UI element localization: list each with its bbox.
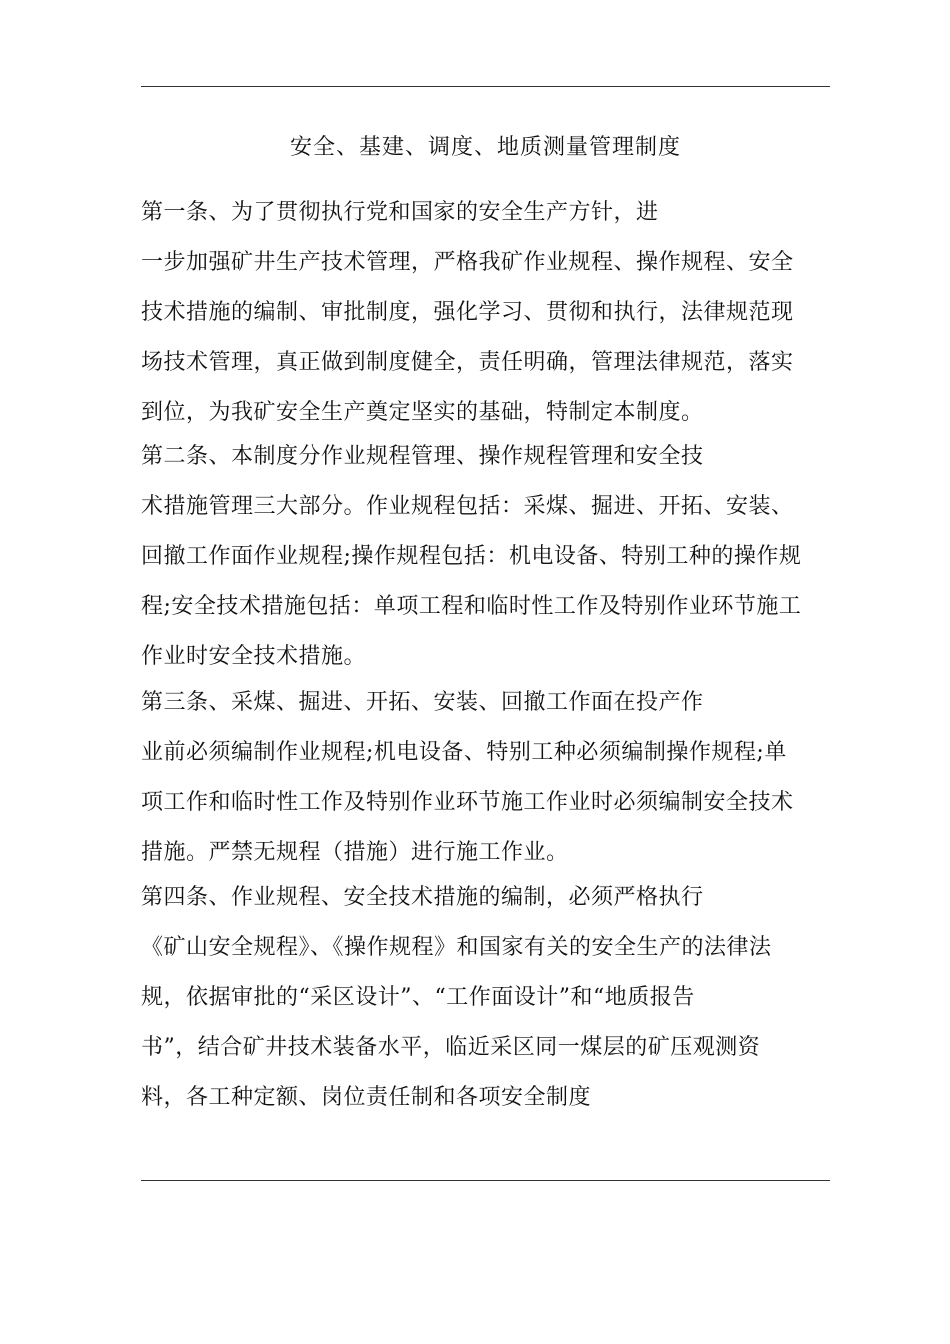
footer-rule (141, 1180, 830, 1181)
paragraph-article-3: 第三条、采煤、掘进、开拓、安装、回撤工作面在投产作 业前必须编制作业规程;机电设备、特别工种必须编制操作规程;单 项工作和临时性工作及特别作业环节施工作业时必须编制安全技术 措施。严禁无规程（措施）进行施工作业。 (141, 690, 794, 865)
paragraph-article-4: 第四条、作业规程、安全技术措施的编制，必须严格执行 《矿山安全规程》、《操作规程》和国家有关的安全生产的法律法 规，依据审批的“采区设计”、“工作面设计”和“地质报告 书”，结合矿井技术装备水平，临近采区同一煤层的矿压观测资 料，各工种定额、岗位责任制和各项安全制度 (141, 885, 772, 1110)
paragraph-article-2: 第二条、本制度分作业规程管理、操作规程管理和安全技 术措施管理三大部分。作业规程包括：采煤、掘进、开拓、安装、 回撤工作面作业规程;操作规程包括：机电设备、特别工种的操作规 程;安全技术措施包括：单项工程和临时性工作及特别作业环节施工 作业时安全技术措施。 (141, 444, 802, 669)
header-rule (141, 86, 830, 87)
document-title: 安全、基建、调度、地质测量管理制度 (289, 135, 681, 160)
paragraph-article-1: 第一条、为了贯彻执行党和国家的安全生产方针，进 一步加强矿井生产技术管理，严格我矿作业规程、操作规程、安全 技术措施的编制、审批制度，强化学习、贯彻和执行，法律规范现 场技术管理，真正做到制度健全，责任明确，管理法律规范，落实 到位，为我矿安全生产奠定坚实的基础，特制定本制度。 (141, 200, 794, 425)
